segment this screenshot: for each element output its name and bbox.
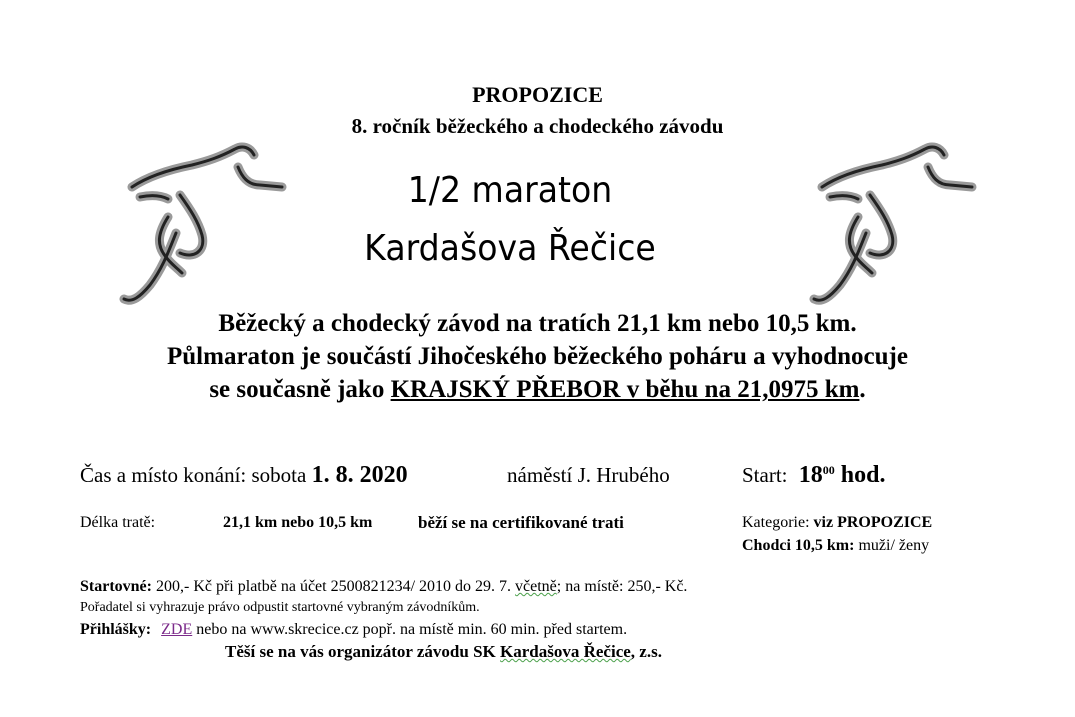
length-note: běží se na certifikované trati bbox=[418, 513, 624, 532]
category-value: viz PROPOZICE bbox=[813, 514, 933, 531]
category-label: Kategorie: bbox=[742, 514, 814, 531]
category-row bbox=[742, 514, 932, 532]
intro-line-3 bbox=[0, 376, 1075, 404]
fee-label: Startovné: bbox=[80, 578, 152, 595]
fee-text-a: 200,- Kč při platbě na účet 2500821234/ 2010 do 29. 7. bbox=[151, 578, 516, 595]
start-minutes: 00 bbox=[822, 463, 835, 477]
start-time-row bbox=[742, 462, 885, 489]
regional-championship-highlight: KRAJSKÝ PŘEBOR v běhu na 21,0975 km bbox=[390, 376, 860, 403]
start-unit: hod. bbox=[834, 462, 886, 488]
length-label: Délka tratě: bbox=[80, 514, 156, 531]
closing-row bbox=[225, 642, 662, 662]
walkers-value: muži/ ženy bbox=[854, 537, 930, 554]
signup-text: nebo na www.skrecice.cz popř. na místě min. 60 min. před startem. bbox=[192, 621, 628, 638]
start-label: Start: bbox=[742, 463, 788, 487]
closing-c: , z.s. bbox=[630, 642, 662, 661]
fee-text-b: včetně bbox=[515, 578, 557, 595]
signup-row bbox=[80, 621, 627, 639]
intro-line-2: Půlmaraton je součástí Jihočeského běžeckého poháru a vyhodnocuje bbox=[167, 343, 908, 370]
closing-a: Těší se na vás organizátor závodu SK bbox=[225, 642, 501, 661]
event-date: 1. 8. 2020 bbox=[311, 462, 408, 488]
length-value: 21,1 km nebo 10,5 km bbox=[223, 514, 373, 531]
walkers-label: Chodci 10,5 km: bbox=[742, 537, 855, 554]
intro-line-3-prefix: se současně jako bbox=[209, 376, 391, 403]
signup-label: Přihlášky: bbox=[80, 621, 152, 638]
document-subtitle: 8. ročník běžeckého a chodeckého závodu bbox=[351, 114, 724, 138]
runner-right-icon bbox=[800, 135, 985, 310]
organizer-note: Pořadatel si vyhrazuje právo odpustit startovné vybraným závodníkům. bbox=[80, 600, 480, 615]
time-place-label: Čas a místo konání: sobota bbox=[80, 463, 312, 487]
start-hour: 18 bbox=[798, 462, 823, 488]
signup-link[interactable]: ZDE bbox=[161, 621, 193, 638]
time-place-row bbox=[80, 462, 408, 489]
event-name-line1: 1/2 maraton bbox=[407, 170, 613, 211]
fee-row bbox=[80, 578, 687, 596]
event-place: náměstí J. Hrubého bbox=[507, 463, 670, 487]
event-name-line2: Kardašova Řečice bbox=[364, 228, 656, 269]
runner-left-icon bbox=[110, 135, 295, 310]
fee-text-c: ; na místě: 250,- Kč. bbox=[556, 578, 688, 595]
walkers-row bbox=[742, 537, 929, 555]
closing-club-name: Kardašova Řečice bbox=[500, 642, 631, 661]
document-title: PROPOZICE bbox=[472, 82, 603, 107]
intro-line-1: Běžecký a chodecký závod na tratích 21,1 km nebo 10,5 km. bbox=[218, 310, 857, 337]
intro-line-3-suffix: . bbox=[859, 376, 866, 403]
